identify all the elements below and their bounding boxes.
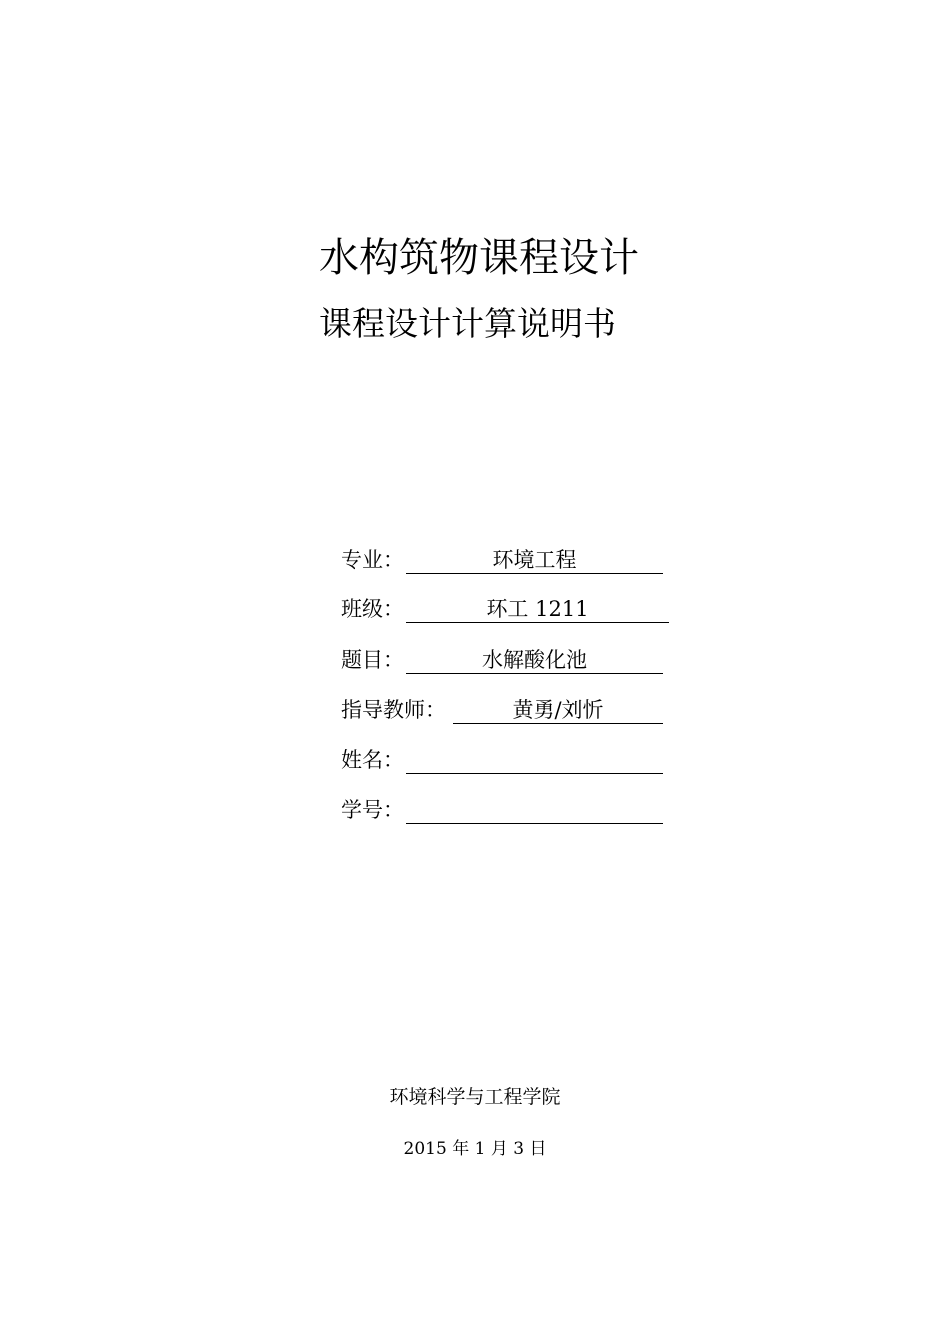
field-name-label: 姓名： xyxy=(341,748,404,772)
field-major-value: 环境工程 xyxy=(406,545,663,574)
field-major-label: 专业： xyxy=(341,548,404,572)
field-name xyxy=(341,745,671,775)
field-topic-value: 水解酸化池 xyxy=(406,645,663,674)
field-advisor-label: 指导教师： xyxy=(341,698,446,722)
document-date: 2015 年 1 月 3 日 xyxy=(403,1139,547,1159)
field-class xyxy=(341,594,671,624)
field-class-label: 班级： xyxy=(341,597,404,621)
field-student-id-value xyxy=(406,795,663,824)
field-topic xyxy=(341,645,671,675)
field-student-id xyxy=(341,795,671,825)
document-title: 水构筑物课程设计 xyxy=(319,235,639,281)
school-name: 环境科学与工程学院 xyxy=(389,1086,561,1108)
field-student-id-label: 学号： xyxy=(341,798,404,822)
field-advisor-value: 黄勇/刘忻 xyxy=(453,695,663,724)
field-advisor xyxy=(341,695,671,725)
field-topic-label: 题目： xyxy=(341,648,404,672)
document-subtitle: 课程设计计算说明书 xyxy=(319,304,616,343)
field-major xyxy=(341,545,671,575)
field-class-value: 环工 1211 xyxy=(406,594,669,623)
field-name-value xyxy=(406,745,663,774)
